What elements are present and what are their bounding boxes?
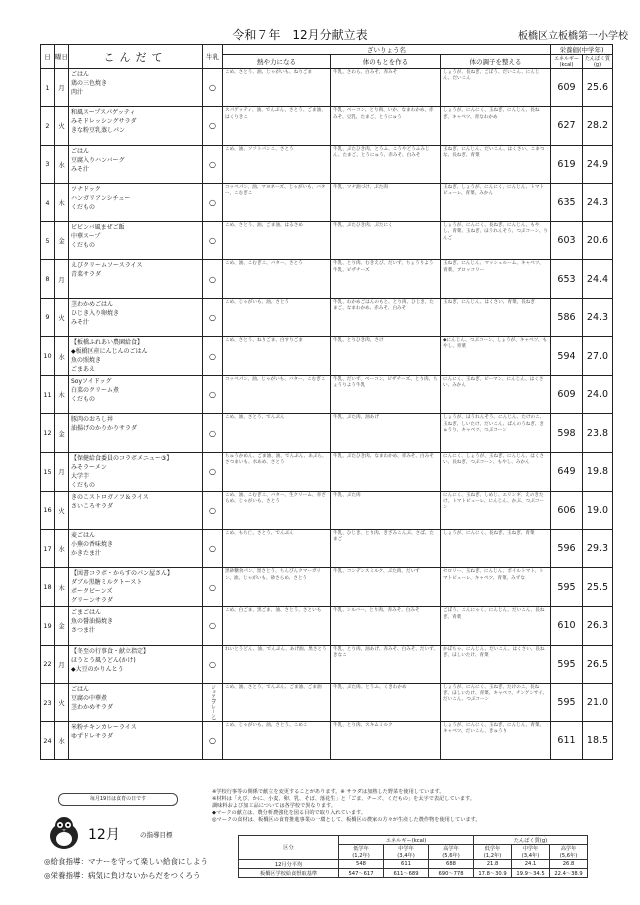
dish-name: みそ汁 <box>71 165 90 173</box>
menu-row <box>41 260 613 298</box>
menu-row <box>41 529 613 567</box>
milk-cell: ○ <box>203 722 223 760</box>
standard-range-value: 22.4～38.9 <box>550 869 588 878</box>
dish-name: 白菜のクリーム煮 <box>71 387 120 395</box>
dishes-cell <box>69 414 203 452</box>
milk-cell: ○ <box>203 414 223 452</box>
dish-name: 青菜サラダ <box>71 271 101 279</box>
menu-row <box>41 298 613 336</box>
dish-name: ごはん <box>71 147 90 155</box>
ingredients-body: 牛乳、ベーコン、とり肉、いか、なまわかめ、赤みそ、豆乳、たまご、とうにゅう <box>331 107 441 145</box>
dish-name: みそ汁 <box>71 318 90 326</box>
dish-name: ◆板橋区産にんじんのごはん <box>71 348 148 356</box>
dishes-cell <box>69 298 203 336</box>
ingredients-condition: 玉ねぎ、にんじん、マッシュルーム、キャベツ、青菜、ブロッコリー <box>441 260 551 298</box>
grade-header <box>550 845 588 860</box>
dish-name: ごはん <box>71 71 90 78</box>
milk-cell: ○ <box>203 376 223 414</box>
energy-value: 595 <box>551 683 583 721</box>
dish-name: 肉汁 <box>71 89 84 96</box>
protein-value: 18.5 <box>583 722 613 760</box>
energy-value: 609 <box>551 376 583 414</box>
ingredients-energy: れいとうどん、油、でんぷん、あげ油、黒さとう <box>223 645 331 683</box>
day-cell: 12 <box>41 414 55 452</box>
milk-cell: ○ <box>203 607 223 645</box>
weekday-cell: 金 <box>55 414 69 452</box>
food-education-day-ribbon: 毎月19日は食育の日です <box>58 793 178 806</box>
dish-name: ひじき入り卵焼き <box>71 309 120 317</box>
dishes-cell <box>69 337 203 376</box>
header-day: 日 <box>41 45 55 69</box>
monthly-average-value: 26.8 <box>550 860 588 869</box>
day-cell: 11 <box>41 376 55 414</box>
day-cell: 17 <box>41 529 55 567</box>
grade-name: 高学年 <box>560 846 577 852</box>
ingredients-energy: コッペパン、油、じゃがいも、バター、こむぎこ <box>223 376 331 414</box>
dishes-cell <box>69 491 203 529</box>
dish-name: みそドレッシングサラダ <box>71 118 137 126</box>
energy-value: 595 <box>551 645 583 683</box>
ingredients-condition: 玉ねぎ、にんじん、だいこん、はくさい、こまつな、長ねぎ、青菜 <box>441 145 551 183</box>
ingredients-condition: しょうが、にんにく、玉ねぎ、たけのこ、長ねぎ、ほしいたけ、青菜、キャベツ、チンゲンサイ、だいこん、つぶコーン <box>441 683 551 721</box>
energy-value: 609 <box>551 69 583 107</box>
note-line: ※材料は「えび、かに、小麦、卵、乳、そば、落花生」と「ごま、チーズ、くだもの」を太字で表記しています。 <box>212 796 475 802</box>
ingredients-condition: しょうが、ほうれんそう、にんじん、たけのこ、玉ねぎ、しいたけ、だいこん、ぱんのうねぎ、きゅうり、キャベツ、つぶコーン <box>441 414 551 452</box>
ingredients-condition: にんにく、しょうが、玉ねぎ、にんじん、はくさい、長ねぎ、つぶコーン、もやし、みかん <box>441 452 551 491</box>
protein-value: 23.8 <box>583 414 613 452</box>
ingredients-body: 牛乳、さわら、白みそ、赤みそ <box>331 69 441 107</box>
std-protein-head: たんぱく質(g) <box>474 836 588 845</box>
menu-row <box>41 183 613 221</box>
header-milk: 牛乳 <box>203 45 223 69</box>
ingredients-condition: しょうが、にんにく、玉ねぎ、にんじん、長ねぎ、キャベツ、青なわかめ <box>441 107 551 145</box>
standard-range-value: 690～778 <box>429 869 474 878</box>
month-label: 12月 <box>88 827 120 843</box>
menu-row <box>41 376 613 414</box>
standard-range-value: 17.8～30.9 <box>474 869 512 878</box>
dish-name: ダブル黒糖ミルクトースト <box>71 579 143 587</box>
protein-value: 19.0 <box>583 491 613 529</box>
dish-name: 油揚げのかりかりサラダ <box>71 425 137 433</box>
energy-value: 653 <box>551 260 583 298</box>
ingredients-body: 牛乳、ぶたひき肉、とうふ、こうやどうふみじん、たまご、とうにゅう、赤みそ、白みそ <box>331 145 441 183</box>
milk-cell: ○ <box>203 491 223 529</box>
ingredients-body: 牛乳、ひじき、とり肉、きざみこんぶ、さば、たまご <box>331 529 441 567</box>
energy-value: 619 <box>551 145 583 183</box>
energy-value: 586 <box>551 298 583 336</box>
ingredients-body: 牛乳、とり肉、スキムミルク <box>331 722 441 760</box>
ingredients-body: 牛乳、ぶたひき肉、ぶたにく <box>331 222 441 260</box>
ingredients-condition: しょうが、にんにく、長ねぎ、にんじん、もやし、青菜、玉ねぎ、ほうれんそう、つぶコーン、りんご <box>441 222 551 260</box>
dishes-cell <box>69 145 203 183</box>
milk-cell: ○ <box>203 298 223 336</box>
energy-value: 595 <box>551 568 583 607</box>
menu-row <box>41 69 613 107</box>
grade-name: 高学年 <box>443 846 459 852</box>
grade-years: (5,6年) <box>559 853 578 859</box>
dish-name: ビビンバ風まぜご飯 <box>71 224 125 232</box>
weekday-cell: 火 <box>55 298 69 336</box>
milk-cell: ○ <box>203 568 223 607</box>
note-line: 調味料および加工品については各学校で異なります。 <box>212 803 336 809</box>
dish-name: ポークビーンズ <box>71 588 113 596</box>
weekday-cell: 火 <box>55 491 69 529</box>
dish-name: くだもの <box>71 203 96 211</box>
ingredients-energy: スパゲッティ、油、でんぷん、さとう、ごま油、はくりきこ <box>223 107 331 145</box>
dish-name: 和風スープスパゲッティ <box>71 109 136 117</box>
dishes-cell <box>69 69 203 107</box>
ingredients-body: 牛乳、コンデンスミルク、ぶた肉、だいず <box>331 568 441 607</box>
milk-cell: ○ <box>203 107 223 145</box>
ingredients-body: 牛乳、とり肉、むきえび、だいず、ちょうりよう牛乳、ピザチーズ <box>331 260 441 298</box>
weekday-cell: 月 <box>55 260 69 298</box>
dish-name: 大学芋 <box>71 472 90 480</box>
weekday-cell: 金 <box>55 222 69 260</box>
weekday-cell: 火 <box>55 107 69 145</box>
milk-cell: ジョア(プレーン) <box>203 683 223 721</box>
dish-name: 豆腐入りハンバーグ <box>71 156 125 164</box>
dish-name: くだもの <box>71 481 96 489</box>
weekday-cell: 水 <box>55 337 69 376</box>
energy-value: 596 <box>551 529 583 567</box>
weekday-cell: 水 <box>55 145 69 183</box>
dishes-cell <box>69 183 203 221</box>
ingredients-body: 牛乳、とりひき肉、さけ <box>331 337 441 376</box>
dishes-cell <box>69 722 203 760</box>
menu-row <box>41 222 613 260</box>
milk-cell: ○ <box>203 183 223 221</box>
day-cell: 5 <box>41 222 55 260</box>
protein-value: 25.6 <box>583 69 613 107</box>
dish-name: 小蕪の香味焼き <box>71 540 114 548</box>
weekday-cell: 火 <box>55 683 69 721</box>
grade-name: 低学年 <box>353 846 369 852</box>
milk-cell: ○ <box>203 69 223 107</box>
dish-name: えびクリームソースライス <box>71 262 143 270</box>
ingredients-energy: こめ、さとう、油、じゃがいも、ねりごま <box>223 69 331 107</box>
dishes-cell <box>69 107 203 145</box>
std-standard-label: 板橋区学校給食摂取基準 <box>239 869 339 878</box>
dish-name: グリーンサラダ <box>71 597 113 605</box>
menu-row <box>41 607 613 645</box>
monthly-average-value: 548 <box>339 860 384 869</box>
protein-value: 21.0 <box>583 683 613 721</box>
protein-value: 25.5 <box>583 568 613 607</box>
header-energy-group: 熱や力になる <box>223 55 331 69</box>
weekday-cell: 木 <box>55 183 69 221</box>
ingredients-condition: ◆にんじん、つぶコーン、しょうが、キャベツ、もやし、青菜 <box>441 337 551 376</box>
ingredients-condition: ごぼう、こんにゃく、にんじん、だいこん、長ねぎ、青菜 <box>441 607 551 645</box>
dish-name: 茎わかめサラダ <box>71 703 113 711</box>
protein-value: 24.0 <box>583 376 613 414</box>
header-energy: エネルギー(kcal) <box>551 55 583 69</box>
energy-value: 594 <box>551 337 583 376</box>
grade-name: 低学年 <box>484 846 501 852</box>
day-cell: 2 <box>41 107 55 145</box>
menu-table <box>40 44 613 760</box>
day-cell: 3 <box>41 145 55 183</box>
milk-cell: ○ <box>203 260 223 298</box>
dish-name: ツナドック <box>71 185 101 193</box>
dish-name: 米粉チキンカレーライス <box>71 724 137 732</box>
ingredients-energy: ちゅうかめん、ごま油、油、でんぷん、あぶら、さつまいも、水あめ、さとう <box>223 452 331 491</box>
protein-value: 29.3 <box>583 529 613 567</box>
dish-name: さつま汁 <box>71 627 96 635</box>
ingredients-condition: にんにく、玉ねぎ、しめじ、エリンギ、えのきたけ、トマトピューレ、にんじん、かぶ、つぶコーン <box>441 491 551 529</box>
protein-value: 19.8 <box>583 452 613 491</box>
dish-name: 豆腐の中華煮 <box>71 694 108 702</box>
dishes-cell <box>69 607 203 645</box>
day-cell: 16 <box>41 491 55 529</box>
dishes-cell <box>69 529 203 567</box>
ingredients-condition: 玉ねぎ、にんじん、はくさい、青菜、長ねぎ <box>441 298 551 336</box>
weekday-cell: 水 <box>55 529 69 567</box>
dishes-cell <box>69 683 203 721</box>
menu-row <box>41 568 613 607</box>
milk-cell: ○ <box>203 529 223 567</box>
dish-name: 中華スープ <box>71 233 101 241</box>
std-kubun: 区分 <box>239 836 339 860</box>
dishes-cell <box>69 376 203 414</box>
ingredients-body: 牛乳、だいず、ベーコン、ピザチーズ、とり肉、ちょうりよう牛乳 <box>331 376 441 414</box>
ingredients-condition: しょうが、にんにく、長ねぎ、玉ねぎ、青菜 <box>441 529 551 567</box>
std-avg-label: 12月分平均 <box>239 860 339 869</box>
energy-value: 611 <box>551 722 583 760</box>
ingredients-condition: 玉ねぎ、しょうが、にんにく、にんじん、トマトピューレ、青菜、みかん <box>441 183 551 221</box>
dish-name: くだもの <box>71 242 96 250</box>
dish-name: 【板橋ふれあい農園給食】 <box>71 339 144 347</box>
ingredients-energy: 黒砂糖食パン、黒さとう、ちんぴんクマーガリン、油、じゃがいも、砂さらめ、さとう <box>223 568 331 607</box>
grade-header <box>429 845 474 860</box>
dish-name: 【保健給食委員のコラボメニュー③】 <box>71 454 173 462</box>
dish-name: ごまあえ <box>71 366 96 374</box>
menu-row <box>41 683 613 721</box>
menu-row <box>41 337 613 376</box>
dish-name: ハンガリアンシチュー <box>71 194 131 202</box>
grade-years: (3,4年) <box>397 853 415 859</box>
day-cell: 15 <box>41 452 55 491</box>
dish-name: くだもの <box>71 396 96 404</box>
dish-name: Soyソイドッグ <box>71 378 112 386</box>
std-energy-head: エネルギー(kcal) <box>339 836 474 845</box>
dish-name: きのこストロガノフ＆ライス <box>71 493 149 501</box>
dish-name: 茎わかめごはん <box>71 300 114 308</box>
ingredients-energy: こめ、油、ソフトパンこ、さとう <box>223 145 331 183</box>
ingredients-energy: コッペパン、油、マヨネーズ、じゃがいも、バター、こむぎこ <box>223 183 331 221</box>
nutrition-standard-table <box>238 835 588 878</box>
grade-header <box>339 845 384 860</box>
grade-years: (3,4年) <box>521 853 540 859</box>
energy-value: 635 <box>551 183 583 221</box>
ingredients-body: 牛乳、ぶた肉、油あげ <box>331 414 441 452</box>
monthly-average-value: 688 <box>429 860 474 869</box>
protein-value: 24.9 <box>583 145 613 183</box>
menu-row <box>41 645 613 683</box>
note-line: ※学校行事等の関係で献立を変更することがあります。※ サラダは加熱した野菜を使用しています。 <box>212 789 445 795</box>
weekday-cell: 水 <box>55 722 69 760</box>
energy-value: 598 <box>551 414 583 452</box>
weekday-cell: 金 <box>55 607 69 645</box>
weekday-cell: 月 <box>55 69 69 107</box>
dish-name: ごはん <box>71 685 90 693</box>
header-condition-group: 体の調子を整える <box>441 55 551 69</box>
ingredients-condition: しょうが、長ねぎ、ごぼう、だいこん、にんじん、だいこん <box>441 69 551 107</box>
ingredients-body: 牛乳、ぶた肉、とうふ、くきわかめ <box>331 683 441 721</box>
note-line: ◎マークの食材は、板橋区の食育推進事業の一環として、板橋区の農家の方々が生産した農作物を使用しています。 <box>212 817 481 823</box>
dish-name: 【冬至の行事食・献立指定】 <box>71 647 150 655</box>
day-cell: 1 <box>41 69 55 107</box>
header-protein: たんぱく質(g) <box>583 55 613 69</box>
guidance-goal-label: の指導目標 <box>140 831 173 839</box>
day-cell: 22 <box>41 645 55 683</box>
dish-name: 豚肉のおろし丼 <box>71 416 114 424</box>
menu-row <box>41 414 613 452</box>
weekday-cell: 木 <box>55 568 69 607</box>
dish-name: 【図書コラボ・からすのパン屋さん】 <box>71 570 174 578</box>
dish-name: 魚の醤油揚焼き <box>71 618 114 626</box>
day-cell: 23 <box>41 683 55 721</box>
menu-row <box>41 107 613 145</box>
dish-name: かきたま汁 <box>71 549 102 557</box>
note-line: ◆マークの献立は、農分析農強化を図る目的で取り入れています。 <box>212 810 367 816</box>
milk-cell: ○ <box>203 452 223 491</box>
ingredients-condition: セロリー、玉ねぎ、にんじん、ポイルトマト、トマトピューレ、キャベツ、青菜、みずな <box>441 568 551 607</box>
milk-cell: ○ <box>203 222 223 260</box>
protein-value: 24.3 <box>583 183 613 221</box>
header-menu: こんだて <box>69 45 203 69</box>
school-name: 板橋区立板橋第一小学校 <box>518 31 628 42</box>
grade-header <box>474 845 512 860</box>
ingredients-energy: こめ、さとう、油、ごま油、はるさめ <box>223 222 331 260</box>
dish-name: ◆大豆のかりんとう <box>71 665 124 673</box>
dish-name: 魚の照焼き <box>71 357 102 365</box>
energy-value: 606 <box>551 491 583 529</box>
grade-header <box>512 845 550 860</box>
menu-row <box>41 722 613 760</box>
monthly-average-value: 21.8 <box>474 860 512 869</box>
header-ingredients: ざいりょう名 <box>223 45 551 55</box>
goal-meal: ◎給食指導：マナーを守って楽しい給食にしよう <box>44 857 209 866</box>
dish-name: ゆずドレサラダ <box>71 733 113 741</box>
protein-value: 24.3 <box>583 298 613 336</box>
ingredients-body: 牛乳、ぶたひき肉、なまわかめ、赤みそ、白みそ <box>331 452 441 491</box>
dish-name: 麦ごはん <box>71 531 96 539</box>
header-weekday: 曜日 <box>55 45 69 69</box>
milk-cell: ○ <box>203 145 223 183</box>
ingredients-condition: にんにく、玉ねぎ、ピーマン、にんじん、はくさい、みかん <box>441 376 551 414</box>
monthly-average-value: 611 <box>384 860 429 869</box>
ingredients-energy: こめ、もち亡、さとう、でんぷん <box>223 529 331 567</box>
dish-name: ほうとう風うどん(かけ) <box>71 656 136 664</box>
header-nutrition: 栄養価(中学年) <box>551 45 613 55</box>
grade-years: (1,2年) <box>483 853 502 859</box>
grade-years: (5,6年) <box>442 853 460 859</box>
ingredients-energy: こめ、じゃがいも、油、さとう <box>223 298 331 336</box>
dishes-cell <box>69 222 203 260</box>
day-cell: 10 <box>41 337 55 376</box>
milk-cell: ○ <box>203 645 223 683</box>
day-cell: 9 <box>41 298 55 336</box>
dishes-cell <box>69 645 203 683</box>
dish-name: さいころサラダ <box>71 502 113 510</box>
ingredients-body: 牛乳、とり肉、油あげ、赤みそ、白みそ、だいず、きなこ <box>331 645 441 683</box>
milk-cell: ○ <box>203 337 223 376</box>
dish-name: きな粉豆乳蒸しパン <box>71 127 126 135</box>
grade-name: 中学年 <box>398 846 414 852</box>
dish-name: 鶏の三色焼き <box>71 80 108 87</box>
protein-value: 26.5 <box>583 645 613 683</box>
protein-value: 28.2 <box>583 107 613 145</box>
menu-row <box>41 491 613 529</box>
grade-name: 中学年 <box>522 846 539 852</box>
protein-value: 20.6 <box>583 222 613 260</box>
protein-value: 24.4 <box>583 260 613 298</box>
ingredients-energy: こめ、じゃがいも、油、さとう、こめこ <box>223 722 331 760</box>
menu-row <box>41 452 613 491</box>
dishes-cell <box>69 568 203 607</box>
energy-value: 610 <box>551 607 583 645</box>
standard-range-value: 19.9～34.5 <box>512 869 550 878</box>
ingredients-body: 牛乳、ぶた肉 <box>331 491 441 529</box>
ingredients-energy: こめ、油、こむぎこ、バター、生クリーム、赤ざらめ、じゃがいも、さとう <box>223 491 331 529</box>
dishes-cell <box>69 452 203 491</box>
energy-value: 627 <box>551 107 583 145</box>
ingredients-condition: しょうが、にんにく、玉ねぎ、にんじん、青菜、キャベツ、だいこん、きゅうり <box>441 722 551 760</box>
ingredients-body: 牛乳、わかめごはんのもと、とり肉、ひじき、たまご、なまわかめ、赤みそ、白みそ <box>331 298 441 336</box>
energy-value: 603 <box>551 222 583 260</box>
weekday-cell: 月 <box>55 645 69 683</box>
standard-range-value: 611～689 <box>384 869 429 878</box>
day-cell: 24 <box>41 722 55 760</box>
day-cell: 19 <box>41 607 55 645</box>
ingredients-energy: こめ、白ごま、黒ごま、油、さとう、さといも <box>223 607 331 645</box>
dishes-cell <box>69 260 203 298</box>
ingredients-body: 牛乳、シルバー、とり肉、赤みそ、白みそ <box>331 607 441 645</box>
energy-value: 649 <box>551 452 583 491</box>
ingredients-body: 牛乳、ツナ油づけ、ぶた肉 <box>331 183 441 221</box>
ingredients-energy: こめ、油、さとう、でんぷん、ごま油、ごま油 <box>223 683 331 721</box>
monthly-average-value: 24.1 <box>512 860 550 869</box>
grade-years: (1,2年) <box>352 853 370 859</box>
protein-value: 27.0 <box>583 337 613 376</box>
dish-name: ごまごはん <box>71 609 102 617</box>
weekday-cell: 木 <box>55 376 69 414</box>
ingredients-condition: かぼちゃ、にんじん、だいこん、はくさい、長ねぎ、ほしいたけ、青菜 <box>441 645 551 683</box>
day-cell: 4 <box>41 183 55 221</box>
grade-header <box>384 845 429 860</box>
ingredients-energy: こめ、さとう、ねりごま、白すりごま <box>223 337 331 376</box>
protein-value: 26.3 <box>583 607 613 645</box>
goal-nutrition: ◎栄養指導：病気に負けないからだをつくろう <box>44 871 201 880</box>
menu-row <box>41 145 613 183</box>
day-cell: 8 <box>41 260 55 298</box>
mascot-icon <box>44 812 84 852</box>
ingredients-energy: こめ、油、こむぎこ、バター、さとう <box>223 260 331 298</box>
day-cell: 18 <box>41 568 55 607</box>
page-title: 令和７年 12月分献立表 <box>232 28 368 42</box>
header-body-group: 体のもとを作る <box>331 55 441 69</box>
ingredients-energy: こめ、油、さとう、でんぷん <box>223 414 331 452</box>
weekday-cell: 月 <box>55 452 69 491</box>
standard-range-value: 547～617 <box>339 869 384 878</box>
dish-name: みそラーメン <box>71 463 107 471</box>
